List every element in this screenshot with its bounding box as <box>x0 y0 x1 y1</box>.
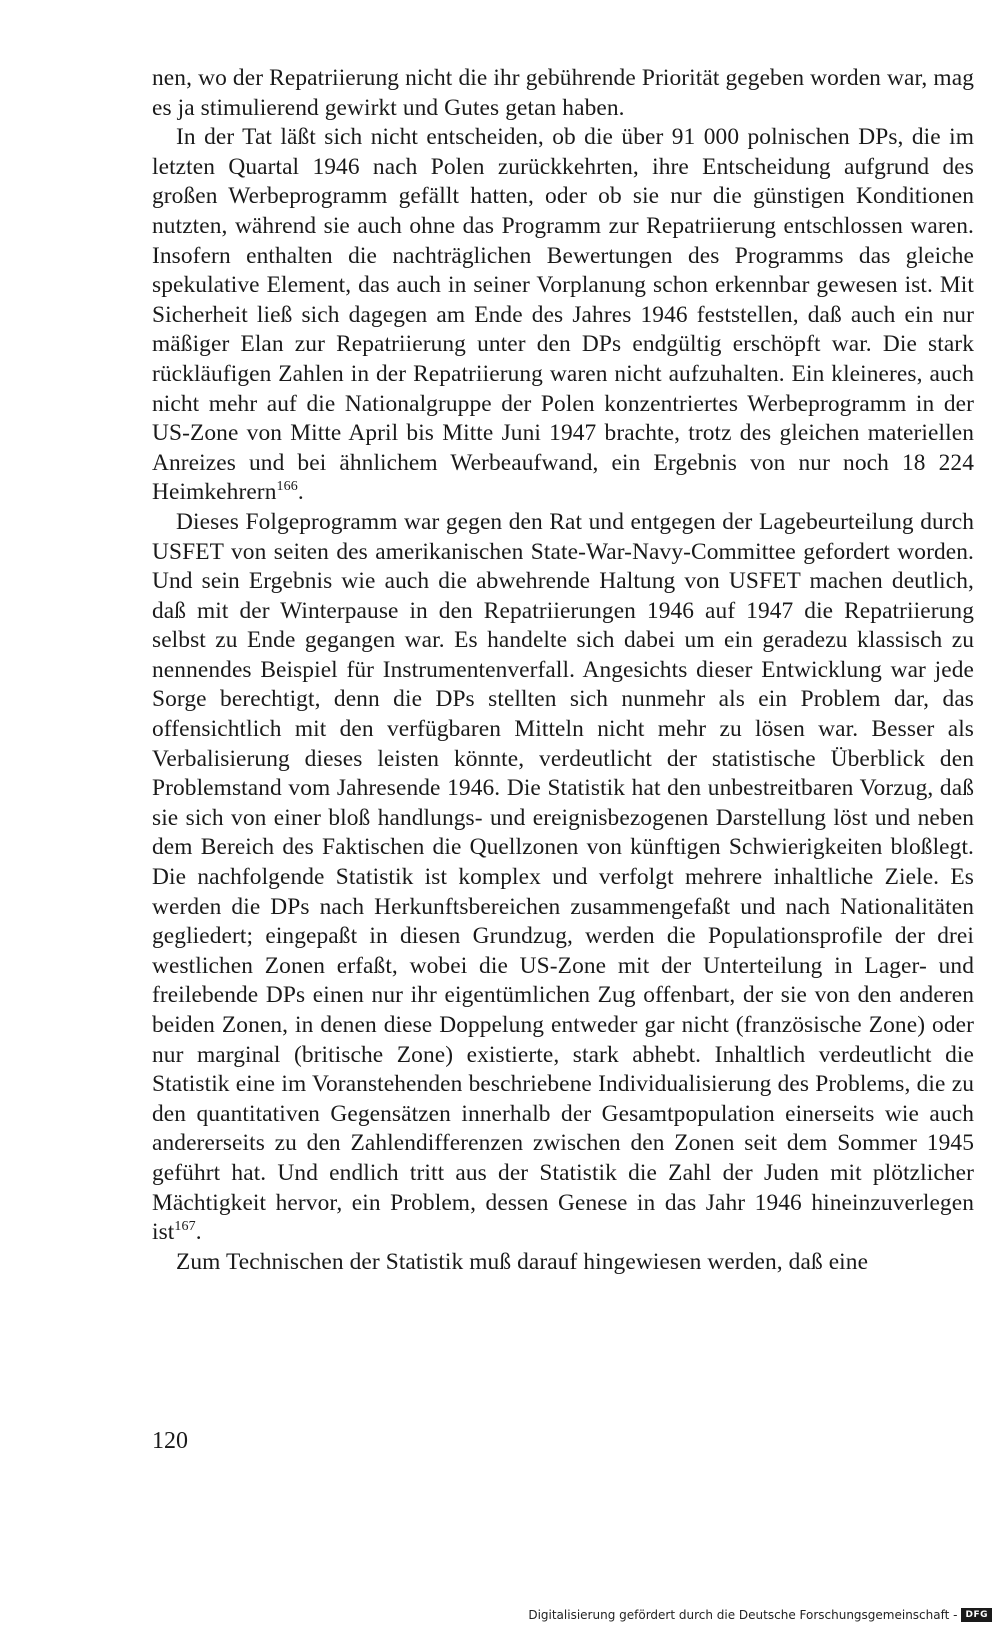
paragraph-4-text: Zum Technischen der Statistik muß darauf hingewiesen werden, daß eine <box>176 1248 869 1275</box>
footnote-ref-167[interactable]: 167 <box>174 1219 196 1235</box>
paragraph-1-text: nen, wo der Repatriierung nicht die ihr gebührende Priorität gegeben worden war, mag es ja stimulierend gewirkt und Gutes getan haben. <box>152 65 974 121</box>
page-number: 120 <box>152 1428 188 1454</box>
paragraph-3-text: Dieses Folgeprogramm war gegen den Rat und entgegen der Lagebeurteilung durch USFET von seiten des amerikanischen State-War-Navy-Committee gefordert worden. Und sein Ergebnis wie auch die abwehrende Haltung von USFET machen deutlich, daß mit der Winterpause in den Repatriierungen 1946 auf 1947 die Repatriierung selbst zu Ende gegangen war. Es handelte sich dabei um ein geradezu klassisch zu nennendes Beispiel für Instrumentenverfall. Angesichts dieser Entwicklung war jede Sorge berechtigt, denn die DPs stellten sich nunmehr als ein Problem dar, das offensichtlich mit den verfügbaren Mitteln nicht mehr zu lösen war. Besser als Verbalisierung dieses leisten könnte, verdeutlicht der statistische Überblick den Problemstand vom Jahresende 1946. Die Statistik hat den unbestreitbaren Vorzug, daß sie sich von einer bloß handlungs- und ereignisbezogenen Darstellung löst und neben dem Bereich des Faktischen die Quellzonen von künftigen Schwierigkeiten bloßlegt. Die nachfolgende Statistik ist komplex und verfolgt mehrere inhaltliche Ziele. Es werden die DPs nach Herkunftsbereichen zusammengefaßt und nach Nationalitäten gegliedert; eingepaßt in diesen Grundzug, werden die Populationsprofile der drei westlichen Zonen erfaßt, wobei die US-Zone mit der Unterteilung in Lager- und freilebende DPs einen nur ihr eigentümlichen Zug offenbart, der sie von den anderen beiden Zonen, in denen diese Doppelung entweder gar nicht (französische Zone) oder nur marginal (britische Zone) existierte, stark abhebt. Inhaltlich verdeutlicht die Statistik eine im Voranstehenden beschriebene Individualisierung des Problems, die zu den quantitativen Gegensätzen innerhalb der Gesamtpopulation einerseits wie auch andererseits zu den Zahlendifferenzen zwischen den Zonen seit dem Sommer 1945 geführt hat. Und endlich tritt aus der Statistik die Zahl der Juden mit plötzlicher Mächtigkeit hervor, ein Problem, dessen Genese in das Jahr 1946 hineinzuverlegen ist <box>152 508 974 1246</box>
paragraph-1 <box>152 64 974 123</box>
dfg-logo: DFG <box>961 1608 992 1622</box>
paragraph-2-tail: . <box>297 479 304 506</box>
paragraph-4 <box>152 1248 974 1278</box>
page-body <box>152 64 974 1277</box>
footnote-ref-166[interactable]: 166 <box>276 479 298 495</box>
footer-credit-text: Digitalisierung gefördert durch die Deutsche Forschungsgemeinschaft - <box>528 1608 958 1622</box>
paragraph-2-text: In der Tat läßt sich nicht entscheiden, ob die über 91 000 polnischen DPs, die im letzten Quartal 1946 nach Polen zurückkehrten, ihre Entscheidung aufgrund des großen Werbeprogramm gefällt hatten, oder ob sie nur die günstigen Konditionen nutzten, während sie auch ohne das Programm zur Repatriierung entschlossen waren. Insofern enthalten die nachträglichen Bewertungen des Programms das gleiche spekulative Element, das auch in seiner Vorplanung schon erkennbar gewesen ist. Mit Sicherheit ließ sich dagegen am Ende des Jahres 1946 feststellen, daß auch ein nur mäßiger Elan zur Repatriierung unter den DPs endgültig erschöpft war. Die stark rückläufigen Zahlen in der Repatriierung waren nicht aufzuhalten. Ein kleineres, auch nicht mehr auf die Nationalgruppe der Polen konzentriertes Werbeprogramm in der US-Zone von Mitte April bis Mitte Juni 1947 brachte, trotz des gleichen materiellen Anreizes und bei ähnlichem Werbeaufwand, ein Ergebnis von nur noch 18 224 Heimkehrern <box>152 124 974 506</box>
paragraph-2 <box>152 123 974 508</box>
digitization-footer <box>528 1608 992 1622</box>
paragraph-3 <box>152 508 974 1248</box>
paragraph-3-tail: . <box>195 1219 202 1246</box>
